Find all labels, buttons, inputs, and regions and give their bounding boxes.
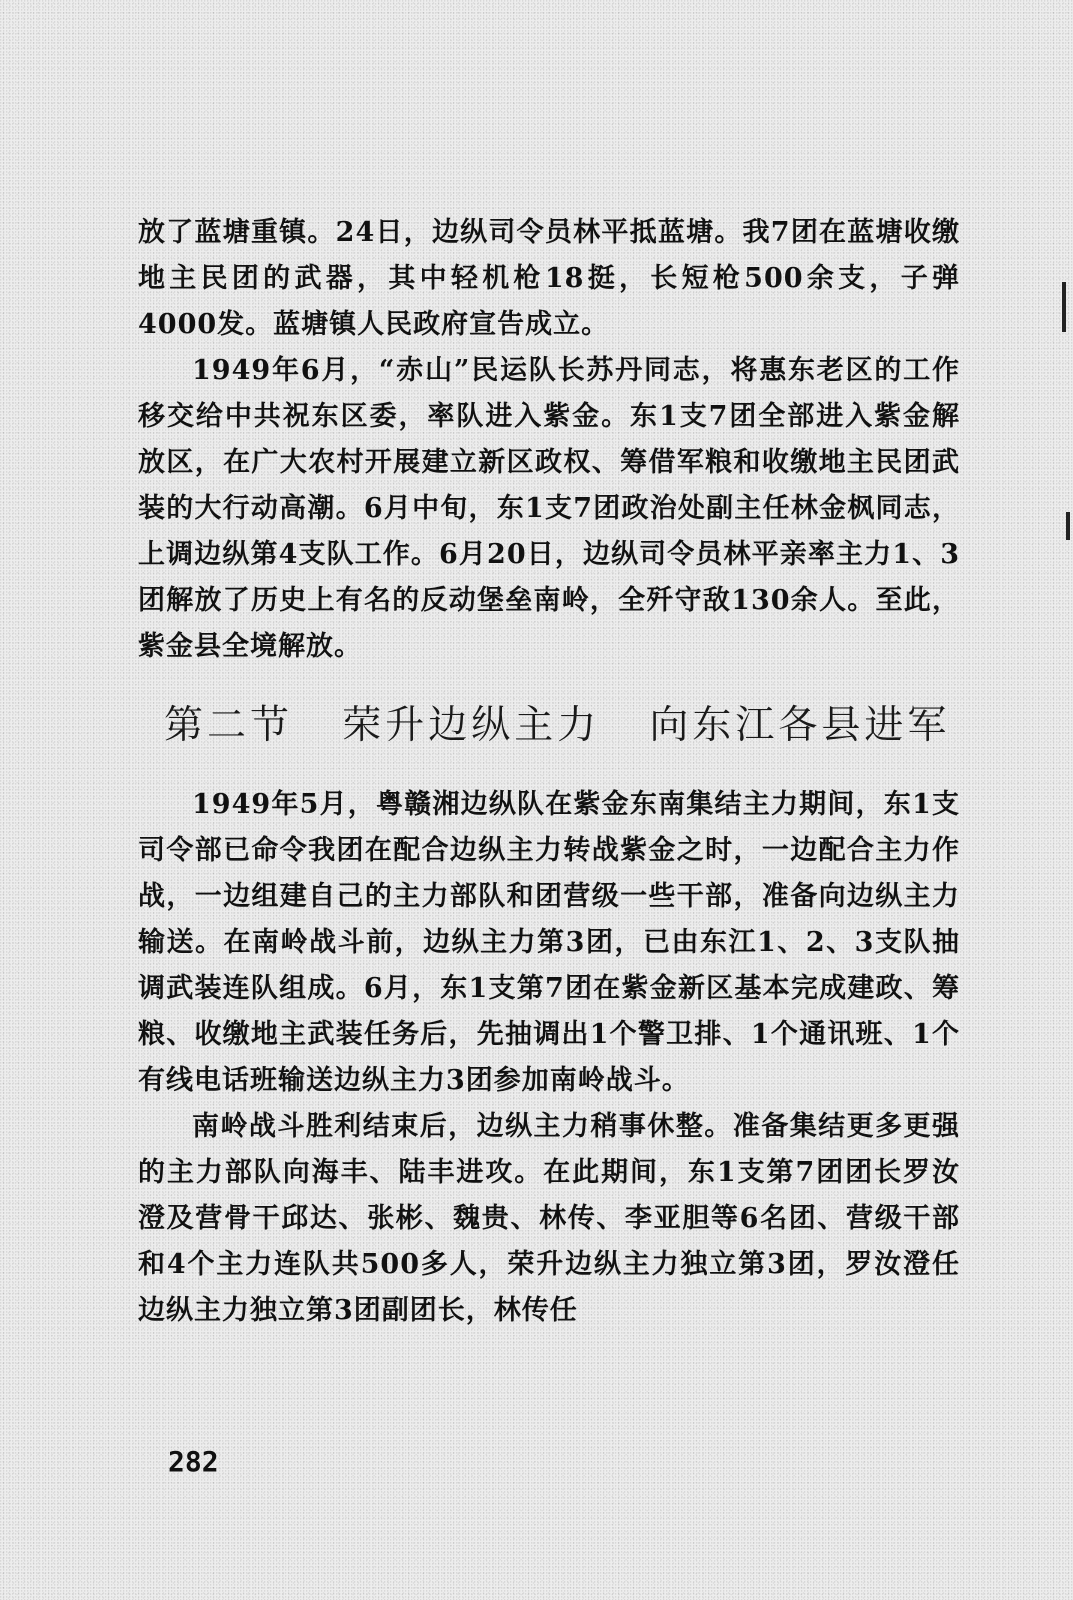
- page-number: 282: [168, 1445, 219, 1478]
- paragraph: 1949年5月，粤赣湘边纵队在紫金东南集结主力期间，东1支司令部已命令我团在配合边纵主力转战紫金之时，一边配合主力作战，一边组建自己的主力部队和团营级一些干部，准备向边纵主力输送。在南岭战斗前，边纵主力第3团，已由东江1、2、3支队抽调武装连队组成。6月，东1支第7团在紫金新区基本完成建政、筹粮、收缴地主武装任务后，先抽调出1个警卫排、1个通讯班、1个有线电话班输送边纵主力3团参加南岭战斗。: [138, 789, 960, 1096]
- scan-edge-mark: [1062, 282, 1066, 332]
- paragraph: 南岭战斗胜利结束后，边纵主力稍事休整。准备集结更多更强的主力部队向海丰、陆丰进攻。在此期间，东1支第7团团长罗汝澄及营骨干邱达、张彬、魏贵、林传、李亚胆等6名团、营级干部和4个主力连队共500多人，荣升边纵主力独立第3团，罗汝澄任边纵主力独立第3团副团长，林传任: [138, 1111, 960, 1326]
- section-heading: 第二节 荣升边纵主力 向东江各县进军: [164, 703, 951, 748]
- paragraph-continued: 放了蓝塘重镇。24日，边纵司令员林平抵蓝塘。我7团在蓝塘收缴地主民团的武器，其中轻机枪18挺，长短枪500余支，子弹4000发。蓝塘镇人民政府宣告成立。: [138, 217, 960, 340]
- paragraph: 1949年6月，“赤山”民运队长苏丹同志，将惠东老区的工作移交给中共祝东区委，率队进入紫金。东1支7团全部进入紫金解放区，在广大农村开展建立新区政权、筹借军粮和收缴地主民团武装的大行动高潮。6月中旬，东1支7团政治处副主任林金枫同志，上调边纵第4支队工作。6月20日，边纵司令员林平亲率主力1、3团解放了历史上有名的反动堡垒南岭，全歼守敌130余人。至此，紫金县全境解放。: [138, 355, 960, 662]
- page-body: [138, 210, 960, 1334]
- scan-edge-mark: [1066, 512, 1070, 540]
